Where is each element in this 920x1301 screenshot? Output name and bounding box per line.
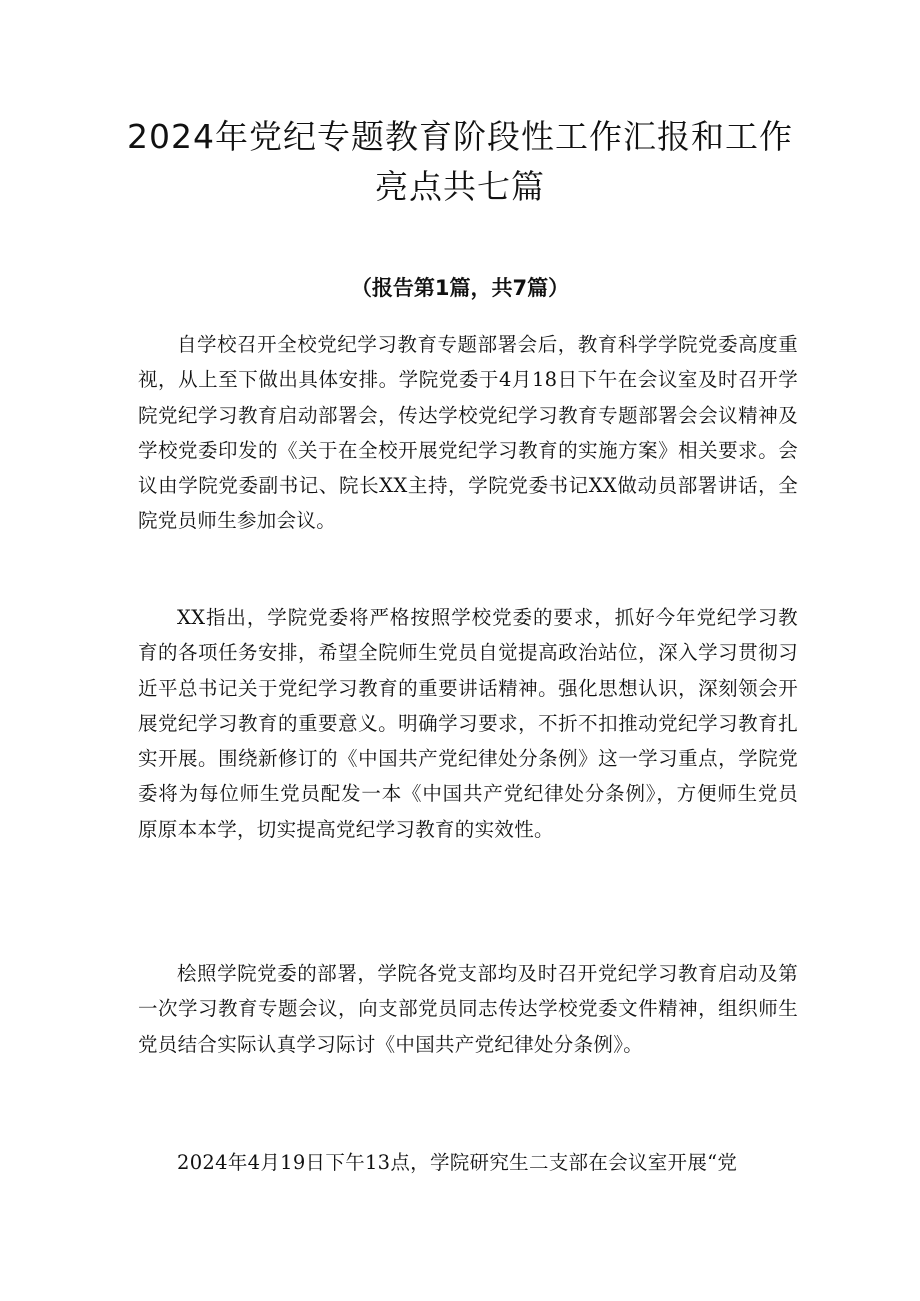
document-subtitle: （报告第1篇，共7篇） (350, 276, 570, 300)
paragraph-3: 桧照学院党委的部署，学院各党支部均及时召开党纪学习教育启动及第一次学习教育专题会议，向支部党员同志传达学校党委文件精神，组织师生党员结合实际认真学习际讨《中国共产党纪律处分条例》。 (138, 962, 798, 1056)
document-title: 2024年党纪专题教育阶段性工作汇报和工作亮点共七篇 (127, 117, 793, 206)
paragraph-1: 自学校召开全校党纪学习教育专题部署会后，教育科学学院党委高度重视，从上至下做出具体安排。学院党委于4月18日下午在会议室及时召开学院党纪学习教育启动部署会，传达学校党纪学习教育专题部署会会议精神及学校党委印发的《关于在全校开展党纪学习教育的实施方案》相关要求。会议由学院党委副书记、院长XX主持，学院党委书记XX做动员部署讲话，全院党员师生参加会议。 (138, 333, 798, 533)
paragraph-4: 2024年4月19日下午13点，学院研究生二支部在会议室开展“党 (177, 1151, 738, 1174)
paragraph-2: XX指出，学院党委将严格按照学校党委的要求，抓好今年党纪学习教育的各项任务安排，希望全院师生党员自觉提高政治站位，深入学习贯彻习近平总书记关于党纪学习教育的重要讲话精神。强化思想认识，深刻领会开展党纪学习教育的重要意义。明确学习要求，不折不扣推动党纪学习教育扎实开展。围绕新修订的《中国共产党纪律处分条例》这一学习重点，学院党委将为每位师生党员配发一本《中国共产党纪律处分条例》，方便师生党员原原本本学，切实提高党纪学习教育的实效性。 (138, 606, 798, 841)
